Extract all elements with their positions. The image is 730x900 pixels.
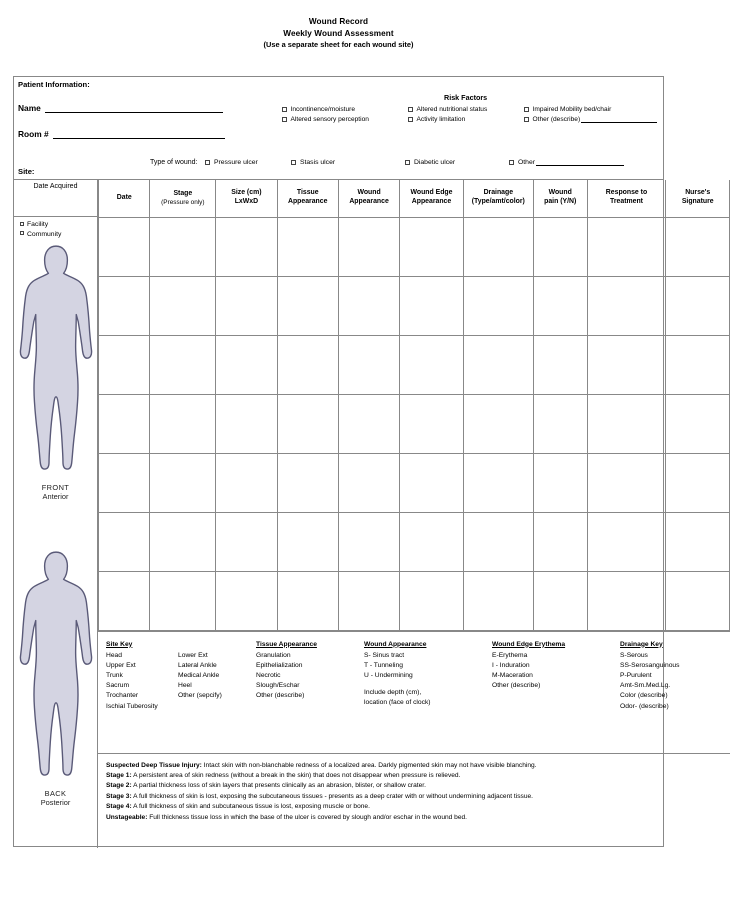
column-header-nurse-signature [666, 180, 730, 217]
legend-key-panel [98, 631, 730, 753]
cell-wound-edge-appearance[interactable] [400, 276, 464, 335]
tissue-appearance-item: Epithelialization [256, 661, 303, 669]
column-header-wound-edge-appearance [400, 180, 464, 217]
cell-stage[interactable] [150, 335, 216, 394]
staging-label: Stage 1: [106, 771, 132, 779]
risk-activity-limitation[interactable] [408, 116, 524, 124]
cell-response-to-treatment[interactable] [587, 335, 666, 394]
site-key-heading: Site Key [106, 640, 133, 648]
cell-drainage[interactable] [463, 571, 533, 630]
column-header-tissue-appearance [277, 180, 338, 217]
setting-community[interactable] [20, 230, 61, 240]
patient-information-label: Patient Information: [18, 80, 90, 89]
cell-size[interactable] [216, 335, 277, 394]
wound-type-group [150, 159, 624, 166]
body-diagram-back[interactable] [14, 548, 97, 808]
header-line-1: Stage [173, 189, 193, 197]
tissue-appearance-heading: Tissue Appearance [256, 640, 317, 648]
checkbox-icon[interactable] [524, 117, 529, 122]
table-row[interactable] [99, 217, 730, 276]
header-line-2: (Pressure only) [161, 198, 205, 206]
column-header-response-to-treatment [587, 180, 666, 217]
checkbox-icon[interactable] [282, 117, 287, 122]
wound-appearance-note: location (face of clock) [364, 699, 431, 707]
risk-impaired-mobility[interactable] [524, 106, 662, 114]
drainage-key-item: Amt-Sm.Med.Lg. [620, 682, 671, 690]
cell-nurse-signature[interactable] [666, 512, 730, 571]
staging-text: Intact skin with non-blanchable redness of a localized area. Darkly pigmented skin may not have visible blanching. [201, 761, 537, 769]
staging-definition [106, 802, 724, 812]
cell-drainage[interactable] [463, 217, 533, 276]
header-line-1: Nurse's [685, 189, 711, 197]
cell-date[interactable] [99, 571, 150, 630]
header-line-1: Size (cm) [231, 189, 262, 197]
cell-wound-appearance[interactable] [338, 335, 399, 394]
wound-type-stasis-ulcer[interactable] [291, 159, 405, 166]
body-diagram-front[interactable] [14, 242, 97, 502]
site-key-item: Lower Ext [178, 651, 208, 659]
staging-text: A partial thickness loss of skin layers that presents clinically as an abrasion, blister, or shallow crater. [131, 782, 426, 790]
checkbox-icon[interactable] [408, 117, 413, 122]
header-line-2: Appearance [411, 198, 452, 206]
assessment-table-column [98, 180, 730, 848]
cell-wound-pain[interactable] [533, 217, 587, 276]
cell-wound-edge-appearance[interactable] [400, 453, 464, 512]
site-key-item: Sacrum [106, 682, 130, 690]
staging-label: Suspected Deep Tissue Injury: [106, 761, 202, 769]
cell-drainage[interactable] [463, 512, 533, 571]
staging-label: Stage 4: [106, 803, 132, 811]
staging-text: A full thickness of skin is lost, exposing the subcutaneous tissues - presents as a deep crater with or without undermining adjacent tissue. [131, 792, 533, 800]
column-header-size [216, 180, 277, 217]
cell-size[interactable] [216, 276, 277, 335]
front-caption-main: FRONT [41, 483, 70, 492]
setting-facility[interactable] [20, 220, 61, 230]
header-line-2: Signature [681, 198, 714, 206]
cell-wound-appearance[interactable] [338, 453, 399, 512]
cell-drainage[interactable] [463, 335, 533, 394]
wound-edge-erythema-item: I - Induration [492, 661, 530, 669]
staging-text: A persistent area of skin redness (without a break in the skin) that does not disappear when pressure is relieved. [131, 771, 461, 779]
table-row[interactable] [99, 512, 730, 571]
title-line-1: Wound Record [308, 17, 369, 26]
cell-date[interactable] [99, 217, 150, 276]
front-caption-sub: Anterior [42, 492, 69, 502]
cell-drainage[interactable] [463, 276, 533, 335]
header-line-2: Treatment [610, 198, 643, 206]
cell-size[interactable] [216, 217, 277, 276]
staging-definition [106, 761, 724, 771]
cell-wound-appearance[interactable] [338, 217, 399, 276]
cell-date[interactable] [99, 512, 150, 571]
date-acquired-header: Date Acquired [14, 180, 97, 217]
front-caption [14, 483, 97, 502]
cell-size[interactable] [216, 453, 277, 512]
site-key-item: Trunk [106, 672, 123, 680]
risk-factors-heading: Risk Factors [444, 93, 488, 102]
header-line-2: (Type/amt/color) [471, 198, 525, 206]
risk-incontinence-moisture[interactable] [282, 106, 408, 114]
cell-date[interactable] [99, 335, 150, 394]
drainage-key-item: SS-Serosanguinous [620, 661, 680, 669]
staging-label: Stage 3: [106, 792, 132, 800]
site-key-item: Head [106, 651, 122, 659]
checkbox-icon[interactable] [408, 107, 413, 112]
wound-appearance-item: T - Tunneling [364, 661, 403, 669]
risk-label: Impaired Mobility bed/chair [532, 106, 612, 113]
column-header-wound-appearance [338, 180, 399, 217]
cell-wound-pain[interactable] [533, 276, 587, 335]
assessment-area [14, 180, 714, 848]
cell-wound-pain[interactable] [533, 335, 587, 394]
wound-edge-erythema-key [492, 640, 620, 753]
site-label: Site: [18, 167, 35, 176]
risk-label: Incontinence/moisture [290, 106, 356, 113]
cell-wound-appearance[interactable] [338, 512, 399, 571]
staging-definition [106, 771, 724, 781]
wound-type-option-label: Pressure ulcer [213, 159, 258, 166]
cell-wound-edge-appearance[interactable] [400, 217, 464, 276]
header-line-1: Wound [548, 189, 572, 197]
wound-appearance-key [364, 640, 492, 753]
table-body [99, 217, 730, 630]
header-line-1: Tissue [296, 189, 319, 197]
header-line-2: Appearance [287, 198, 328, 206]
cell-wound-pain[interactable] [533, 512, 587, 571]
back-caption-main: BACK [44, 789, 67, 798]
cell-wound-edge-appearance[interactable] [400, 512, 464, 571]
wound-record-form [13, 76, 714, 847]
wound-type-label: Type of wound: [150, 159, 198, 166]
header-line-1: Response to [605, 189, 648, 197]
cell-tissue-appearance[interactable] [277, 394, 338, 453]
name-input[interactable] [45, 104, 223, 113]
cell-wound-appearance[interactable] [338, 571, 399, 630]
back-caption-sub: Posterior [40, 798, 71, 808]
table-row[interactable] [99, 335, 730, 394]
cell-date[interactable] [99, 276, 150, 335]
wound-edge-erythema-item: E-Erythema [492, 651, 528, 659]
cell-drainage[interactable] [463, 453, 533, 512]
header-line-2: pain (Y/N) [544, 198, 577, 206]
site-key-column-a [106, 640, 178, 753]
wound-appearance-heading: Wound Appearance [364, 640, 427, 648]
tissue-appearance-key [256, 640, 364, 753]
site-key-item: Upper Ext [106, 661, 136, 669]
spacer [364, 681, 492, 688]
cell-wound-pain[interactable] [533, 453, 587, 512]
risk-label: Altered sensory perception [290, 116, 369, 124]
staging-definition [106, 813, 724, 823]
title-line-2: Weekly Wound Assessment [283, 28, 394, 38]
setting-label: Facility [27, 221, 49, 228]
header-line-1: Date [116, 193, 132, 201]
cell-wound-pain[interactable] [533, 571, 587, 630]
page-title [0, 0, 677, 51]
risk-factors-row-1 [282, 106, 662, 114]
risk-altered-nutritional-status[interactable] [408, 106, 524, 114]
tissue-appearance-item: Granulation [256, 651, 291, 659]
checkbox-icon[interactable] [20, 231, 24, 235]
name-field-row [18, 103, 223, 113]
header-line-2: Appearance [349, 198, 389, 206]
cell-response-to-treatment[interactable] [587, 394, 666, 453]
cell-response-to-treatment[interactable] [587, 276, 666, 335]
wound-appearance-note: Include depth (cm), [364, 689, 422, 697]
cell-nurse-signature[interactable] [666, 335, 730, 394]
cell-tissue-appearance[interactable] [277, 512, 338, 571]
checkbox-icon[interactable] [205, 160, 210, 165]
wound-edge-erythema-heading: Wound Edge Erythema [492, 640, 566, 648]
site-key-item: Medical Ankle [178, 672, 220, 680]
tissue-appearance-item: Other (describe) [256, 692, 305, 700]
column-header-stage [150, 180, 216, 217]
risk-label: Altered nutritional status [416, 106, 488, 113]
cell-response-to-treatment[interactable] [587, 571, 666, 630]
back-caption [14, 789, 97, 808]
wound-edge-erythema-item: Other (describe) [492, 682, 541, 690]
title-line-3: (Use a separate sheet for each wound site) [263, 39, 414, 49]
human-body-back-icon [18, 548, 94, 783]
wound-type-diabetic-ulcer[interactable] [405, 159, 509, 166]
staging-text: A full thickness of skin and subcutaneous tissue is lost, exposing muscle or bone. [131, 803, 370, 811]
body-diagram-column [14, 180, 98, 848]
table-row[interactable] [99, 453, 730, 512]
cell-nurse-signature[interactable] [666, 571, 730, 630]
staging-label: Stage 2: [106, 782, 132, 790]
cell-response-to-treatment[interactable] [587, 453, 666, 512]
cell-tissue-appearance[interactable] [277, 276, 338, 335]
cell-nurse-signature[interactable] [666, 276, 730, 335]
risk-other-describe[interactable] [524, 116, 662, 124]
wound-type-other[interactable] [509, 159, 624, 166]
column-header-drainage [463, 180, 533, 217]
setting-label: Community [27, 230, 62, 238]
cell-date[interactable] [99, 394, 150, 453]
tissue-appearance-item: Necrotic [256, 672, 281, 680]
risk-factors-row-2 [282, 116, 662, 124]
cell-response-to-treatment[interactable] [587, 217, 666, 276]
cell-stage[interactable] [150, 571, 216, 630]
cell-wound-pain[interactable] [533, 394, 587, 453]
table-row[interactable] [99, 394, 730, 453]
cell-wound-edge-appearance[interactable] [400, 335, 464, 394]
cell-stage[interactable] [150, 453, 216, 512]
setting-checkbox-group [20, 220, 61, 240]
column-header-wound-pain [533, 180, 587, 217]
cell-size[interactable] [216, 571, 277, 630]
room-input[interactable] [53, 130, 225, 139]
drainage-key-item: S-Serous [620, 651, 648, 659]
cell-response-to-treatment[interactable] [587, 512, 666, 571]
cell-size[interactable] [216, 394, 277, 453]
cell-wound-edge-appearance[interactable] [400, 394, 464, 453]
header-line-1: Wound [357, 189, 381, 197]
cell-wound-appearance[interactable] [338, 394, 399, 453]
cell-wound-edge-appearance[interactable] [400, 571, 464, 630]
room-field-row [18, 129, 225, 139]
staging-definition [106, 781, 724, 791]
wound-type-other-input[interactable] [536, 159, 624, 166]
risk-label: Other (describe) [532, 116, 581, 124]
drainage-key-heading: Drainage Key [620, 640, 663, 648]
room-label: Room # [18, 129, 49, 139]
site-key-item: Other (sepcify) [178, 692, 222, 700]
drainage-key-item: Odor- (describe) [620, 702, 669, 710]
cell-date[interactable] [99, 453, 150, 512]
staging-text: Full thickness tissue loss in which the base of the ulcer is covered by slough and/or eschar in the wound bed. [147, 813, 468, 821]
wound-assessment-table [98, 180, 730, 631]
cell-wound-appearance[interactable] [338, 276, 399, 335]
site-key-item: Heel [178, 682, 192, 690]
wound-type-option-label: Stasis ulcer [299, 159, 336, 166]
checkbox-icon[interactable] [20, 222, 24, 226]
wound-edge-erythema-item: M-Maceration [492, 672, 533, 680]
cell-tissue-appearance[interactable] [277, 571, 338, 630]
risk-other-input[interactable] [581, 116, 657, 123]
cell-tissue-appearance[interactable] [277, 453, 338, 512]
cell-size[interactable] [216, 512, 277, 571]
drainage-key [620, 640, 730, 753]
column-header-date [99, 180, 150, 217]
header-line-1: Drainage [483, 189, 514, 197]
cell-tissue-appearance[interactable] [277, 217, 338, 276]
cell-stage[interactable] [150, 276, 216, 335]
name-label: Name [18, 103, 41, 113]
cell-nurse-signature[interactable] [666, 394, 730, 453]
table-row[interactable] [99, 276, 730, 335]
wound-appearance-item: U - Undermining [364, 672, 413, 680]
cell-nurse-signature[interactable] [666, 453, 730, 512]
wound-type-pressure-ulcer[interactable] [205, 159, 291, 166]
site-key-item: Trochanter [106, 692, 139, 700]
patient-information-section [14, 77, 663, 180]
header-line-1: Wound Edge [410, 189, 453, 197]
staging-definition [106, 792, 724, 802]
checkbox-icon[interactable] [509, 160, 514, 165]
risk-factors-group [282, 106, 662, 126]
cell-drainage[interactable] [463, 394, 533, 453]
checkbox-icon[interactable] [405, 160, 410, 165]
site-key-item: Ischial Tuberosity [106, 702, 158, 710]
drainage-key-item: Color (describe) [620, 692, 668, 700]
cell-nurse-signature[interactable] [666, 217, 730, 276]
cell-stage[interactable] [150, 394, 216, 453]
header-line-2: LxWxD [234, 198, 259, 206]
table-header-row [99, 180, 730, 217]
cell-stage[interactable] [150, 217, 216, 276]
risk-label: Activity limitation [416, 116, 466, 124]
checkbox-icon[interactable] [282, 107, 287, 112]
drainage-key-item: P-Purulent [620, 672, 652, 680]
risk-altered-sensory-perception[interactable] [282, 116, 408, 124]
site-key-column-b [178, 640, 256, 753]
tissue-appearance-item: Slough/Eschar [256, 682, 300, 690]
cell-tissue-appearance[interactable] [277, 335, 338, 394]
staging-definitions-panel [98, 753, 730, 829]
cell-stage[interactable] [150, 512, 216, 571]
wound-type-option-label: Diabetic ulcer [413, 159, 456, 166]
checkbox-icon[interactable] [524, 107, 529, 112]
table-row[interactable] [99, 571, 730, 630]
wound-appearance-item: S- Sinus tract [364, 651, 405, 659]
human-body-front-icon [18, 242, 94, 477]
wound-type-option-label: Other [517, 159, 535, 166]
staging-label: Unstageable: [106, 813, 148, 821]
site-key-item: Lateral Ankle [178, 661, 217, 669]
checkbox-icon[interactable] [291, 160, 296, 165]
